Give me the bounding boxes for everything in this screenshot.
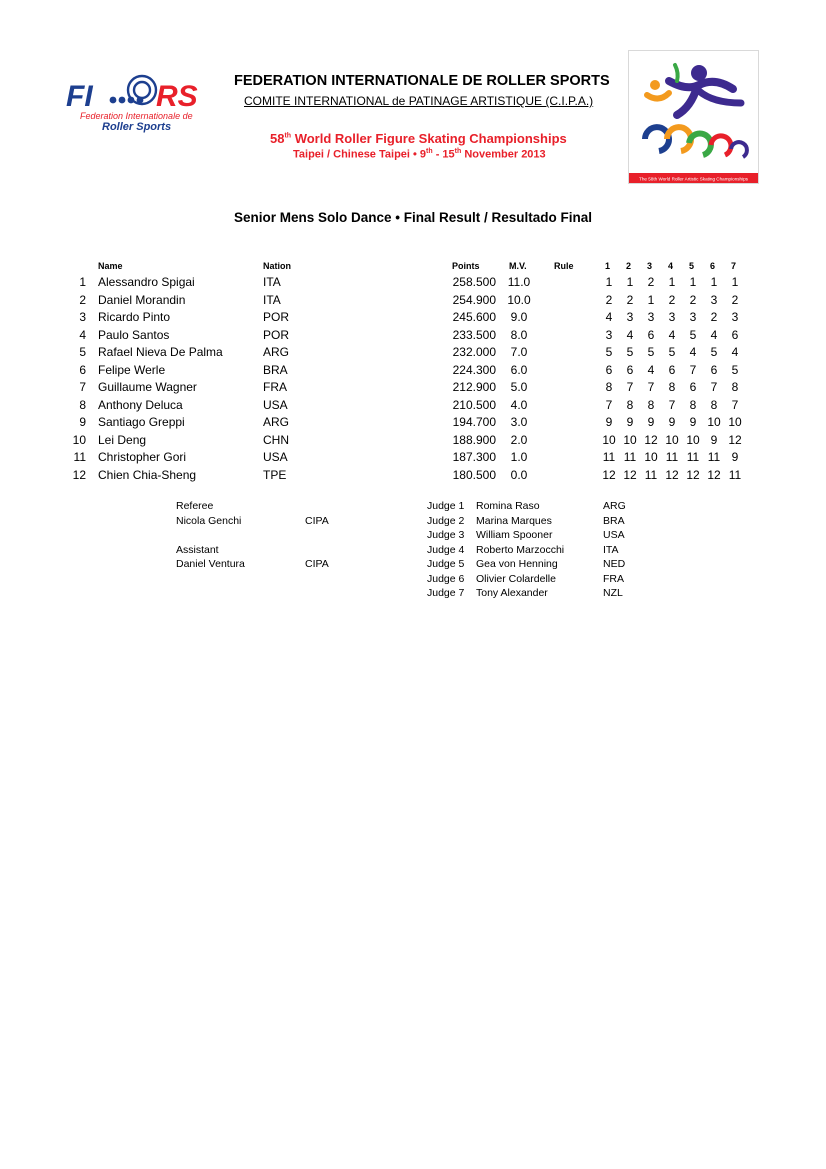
rank-cell: 1	[79, 275, 86, 289]
judge-1-placement: 11	[602, 450, 616, 464]
nation-cell: ITA	[263, 275, 281, 289]
mv-cell: 3.0	[510, 415, 528, 429]
judge-5-placement: 6	[689, 380, 697, 394]
header-name: Name	[98, 261, 123, 271]
svg-text:RS: RS	[156, 80, 198, 113]
nation-cell: POR	[263, 310, 290, 324]
judge-label: Judge 6	[427, 572, 465, 585]
judge-1-placement: 5	[605, 345, 613, 359]
judge-6-placement: 6	[710, 362, 718, 377]
judge-nation: ARG	[603, 500, 626, 512]
nation-cell: ARG	[263, 415, 290, 429]
judge-2-placement: 11	[623, 450, 637, 464]
judge-label: Judge 2	[427, 514, 465, 527]
judge-nation: BRA	[603, 514, 625, 527]
points-cell: 245.600	[452, 310, 496, 324]
judge-7-placement: 7	[731, 397, 739, 412]
judge-nation: NED	[603, 558, 626, 570]
judge-7-placement: 8	[731, 380, 739, 394]
rank-cell: 11	[73, 450, 86, 464]
mv-cell: 8.0	[510, 327, 528, 342]
header-judge-1: 1	[605, 261, 611, 271]
judge-5-placement: 5	[689, 327, 697, 342]
points-cell: 233.500	[452, 327, 496, 342]
judge-nation: NZL	[603, 587, 623, 599]
judge-label: Judge 7	[427, 587, 465, 599]
judge-2-placement: 3	[626, 310, 634, 324]
athlete-name: Rafael Nieva De Palma	[98, 345, 223, 359]
athlete-name: Anthony Deluca	[98, 397, 183, 412]
judge-3-placement: 12	[644, 432, 658, 447]
header-judge-2: 2	[626, 261, 632, 271]
judge-6-placement: 3	[710, 292, 718, 307]
judge-3-placement: 10	[644, 450, 658, 464]
judge-7-placement: 2	[731, 292, 739, 307]
judge-7-placement: 10	[728, 415, 742, 429]
judge-label: Judge 4	[427, 543, 465, 556]
referee-org: CIPA	[305, 514, 329, 527]
athlete-name: Chien Chia-Sheng	[98, 467, 197, 482]
logo-line2: Roller Sports	[102, 121, 172, 133]
judge-3-placement: 9	[647, 415, 655, 429]
mv-cell: 2.0	[510, 432, 528, 447]
judge-4-placement: 3	[668, 310, 676, 324]
table-row	[0, 468, 826, 486]
judge-4-placement: 10	[665, 432, 679, 447]
points-cell: 258.500	[452, 275, 496, 289]
judge-2-placement: 7	[626, 380, 634, 394]
judge-6-placement: 12	[707, 467, 721, 482]
judge-1-placement: 3	[605, 327, 613, 342]
judge-2-placement: 1	[626, 275, 634, 289]
judge-6-placement: 9	[710, 432, 718, 447]
judge-5-placement: 11	[686, 450, 700, 464]
judge-1-placement: 10	[602, 432, 616, 447]
header-judge-4: 4	[668, 261, 674, 271]
judge-3-placement: 7	[647, 380, 655, 394]
judge-label: Judge 3	[427, 529, 465, 541]
judge-6-placement: 1	[710, 275, 718, 289]
judge-6-placement: 2	[710, 310, 718, 324]
judge-6-placement: 11	[707, 450, 721, 464]
committee-link[interactable]: COMITE INTERNATIONAL de PATINAGE ARTISTIQUE (C.I.P.A.)	[244, 94, 594, 108]
header-judge-7: 7	[731, 261, 737, 271]
judge-7-placement: 6	[731, 327, 739, 342]
judge-3-placement: 6	[647, 327, 655, 342]
judge-3-placement: 1	[647, 292, 655, 307]
mv-cell: 1.0	[510, 450, 528, 464]
points-cell: 194.700	[452, 415, 496, 429]
points-cell: 210.500	[452, 397, 496, 412]
rank-cell: 5	[79, 345, 86, 359]
nation-cell: CHN	[263, 432, 289, 447]
points-cell: 180.500	[452, 467, 496, 482]
points-cell: 187.300	[452, 450, 496, 464]
athlete-name: Paulo Santos	[98, 327, 170, 342]
nation-cell: BRA	[263, 362, 288, 377]
judge-label: Judge 1	[427, 500, 465, 512]
mv-cell: 4.0	[510, 397, 528, 412]
logo-caption: The 58th World Roller Artistic Skating Championships	[639, 176, 748, 182]
judge-1-placement: 2	[605, 292, 613, 307]
judge-2-placement: 10	[623, 432, 637, 447]
judge-1-placement: 7	[605, 397, 613, 412]
mv-cell: 9.0	[510, 310, 528, 324]
judge-5-placement: 2	[689, 292, 697, 307]
mv-cell: 5.0	[510, 380, 528, 394]
judge-1-placement: 9	[605, 415, 613, 429]
table-row	[0, 433, 826, 451]
judge-1-placement: 6	[605, 362, 613, 377]
header-judge-3: 3	[647, 261, 653, 271]
judge-2-placement: 12	[623, 467, 637, 482]
table-row	[0, 275, 826, 293]
nation-cell: USA	[263, 450, 288, 464]
judge-name: Marina Marques	[476, 514, 552, 527]
judge-7-placement: 12	[728, 432, 742, 447]
judge-2-placement: 5	[626, 345, 634, 359]
header-points: Points	[452, 261, 480, 271]
judge-4-placement: 12	[665, 467, 679, 482]
table-row	[0, 310, 826, 328]
judge-6-placement: 5	[710, 345, 718, 359]
table-row	[0, 293, 826, 311]
judge-name: William Spooner	[476, 529, 553, 541]
judge-nation: FRA	[603, 572, 624, 585]
judge-7-placement: 11	[728, 467, 742, 482]
table-row	[0, 363, 826, 381]
logo-line1: Federation Internationale de	[80, 111, 193, 121]
table-row	[0, 398, 826, 416]
event-title: Senior Mens Solo Dance • Final Result / Resultado Final	[233, 210, 593, 225]
judge-5-placement: 9	[689, 415, 697, 429]
athlete-name: Christopher Gori	[98, 450, 187, 464]
athlete-name: Ricardo Pinto	[98, 310, 171, 324]
nation-cell: ARG	[263, 345, 290, 359]
judge-2-placement: 4	[626, 327, 634, 342]
judge-3-placement: 4	[647, 362, 655, 377]
nation-cell: FRA	[263, 380, 287, 394]
judge-7-placement: 5	[731, 362, 739, 377]
firs-logo	[66, 74, 222, 134]
nation-cell: TPE	[263, 467, 287, 482]
points-cell: 232.000	[452, 345, 496, 359]
judge-5-placement: 4	[689, 345, 697, 359]
athlete-name: Felipe Werle	[98, 362, 166, 377]
judge-3-placement: 5	[647, 345, 655, 359]
judge-3-placement: 11	[644, 467, 658, 482]
judge-3-placement: 3	[647, 310, 655, 324]
judge-5-placement: 10	[686, 432, 700, 447]
judge-6-placement: 8	[710, 397, 718, 412]
nation-cell: ITA	[263, 292, 281, 307]
header-rule: Rule	[554, 261, 574, 271]
judge-1-placement: 8	[605, 380, 613, 394]
judge-4-placement: 9	[668, 415, 676, 429]
championship-location: Taipei / Chinese Taipei • 9th - 15th November 2013	[293, 148, 546, 161]
judge-4-placement: 1	[668, 275, 676, 289]
athlete-name: Lei Deng	[98, 432, 147, 447]
points-cell: 224.300	[452, 362, 496, 377]
assistant-name: Daniel Ventura	[176, 558, 245, 570]
judge-name: Tony Alexander	[476, 587, 548, 599]
judge-4-placement: 6	[668, 362, 676, 377]
rank-cell: 9	[79, 415, 86, 429]
athlete-name: Alessandro Spigai	[98, 275, 195, 289]
judge-4-placement: 2	[668, 292, 676, 307]
judge-5-placement: 3	[689, 310, 697, 324]
table-row	[0, 380, 826, 398]
judge-name: Roberto Marzocchi	[476, 543, 565, 556]
nation-cell: POR	[263, 327, 290, 342]
mv-cell: 7.0	[510, 345, 528, 359]
rank-cell: 12	[72, 467, 86, 482]
rank-cell: 2	[79, 292, 86, 307]
table-row	[0, 450, 826, 468]
judge-label: Judge 5	[427, 558, 465, 570]
rank-cell: 4	[79, 327, 86, 342]
judge-name: Romina Raso	[476, 500, 540, 512]
judge-name: Gea von Henning	[476, 558, 558, 570]
assistant-label: Assistant	[176, 543, 219, 556]
judge-5-placement: 8	[689, 397, 697, 412]
judge-2-placement: 8	[626, 397, 634, 412]
header-nation: Nation	[263, 261, 291, 271]
judge-2-placement: 9	[626, 415, 634, 429]
judge-7-placement: 1	[731, 275, 739, 289]
judge-2-placement: 6	[626, 362, 634, 377]
judge-nation: ITA	[603, 543, 619, 556]
mv-cell: 11.0	[507, 275, 531, 289]
header-mv: M.V.	[509, 261, 527, 271]
rank-cell: 3	[79, 310, 86, 324]
judge-nation: USA	[603, 529, 625, 541]
athlete-name: Santiago Greppi	[98, 415, 185, 429]
rank-cell: 10	[72, 432, 86, 447]
table-row	[0, 415, 826, 433]
judge-4-placement: 4	[668, 327, 676, 342]
referee-name: Nicola Genchi	[176, 514, 242, 527]
table-row	[0, 328, 826, 346]
mv-cell: 10.0	[507, 292, 531, 307]
judge-4-placement: 8	[668, 380, 676, 394]
judge-5-placement: 12	[686, 467, 700, 482]
athlete-name: Guillaume Wagner	[98, 380, 197, 394]
judge-7-placement: 3	[731, 310, 739, 324]
points-cell: 188.900	[452, 432, 496, 447]
header-judge-6: 6	[710, 261, 716, 271]
points-cell: 212.900	[452, 380, 496, 394]
table-row	[0, 345, 826, 363]
judge-4-placement: 5	[668, 345, 676, 359]
judge-4-placement: 7	[668, 397, 676, 412]
judge-6-placement: 10	[707, 415, 721, 429]
mv-cell: 0.0	[510, 467, 528, 482]
nation-cell: USA	[263, 397, 288, 412]
judge-5-placement: 7	[689, 362, 697, 377]
judge-1-placement: 12	[602, 467, 616, 482]
rank-cell: 6	[79, 362, 86, 377]
judge-3-placement: 8	[647, 397, 655, 412]
judge-1-placement: 1	[605, 275, 613, 289]
judge-6-placement: 4	[710, 327, 718, 342]
judge-4-placement: 11	[665, 450, 679, 464]
judge-1-placement: 4	[605, 310, 613, 324]
judge-6-placement: 7	[710, 380, 718, 394]
mv-cell: 6.0	[510, 362, 528, 377]
championship-title: 58th World Roller Figure Skating Championships	[270, 131, 567, 146]
judge-5-placement: 1	[689, 275, 697, 289]
header-judge-5: 5	[689, 261, 695, 271]
athlete-name: Daniel Morandin	[98, 292, 186, 307]
judge-name: Olivier Colardelle	[476, 572, 556, 585]
rank-cell: 8	[79, 397, 86, 412]
points-cell: 254.900	[452, 292, 496, 307]
referee-label: Referee	[176, 500, 214, 512]
judge-2-placement: 2	[626, 292, 634, 307]
championship-logo	[628, 50, 759, 184]
rank-cell: 7	[79, 380, 86, 394]
judge-7-placement: 4	[731, 345, 739, 359]
svg-text:FI: FI	[66, 80, 93, 113]
federation-title: FEDERATION INTERNATIONALE DE ROLLER SPORTS	[234, 73, 610, 89]
judge-3-placement: 2	[647, 275, 655, 289]
assistant-org: CIPA	[305, 558, 329, 570]
judge-7-placement: 9	[731, 450, 739, 464]
